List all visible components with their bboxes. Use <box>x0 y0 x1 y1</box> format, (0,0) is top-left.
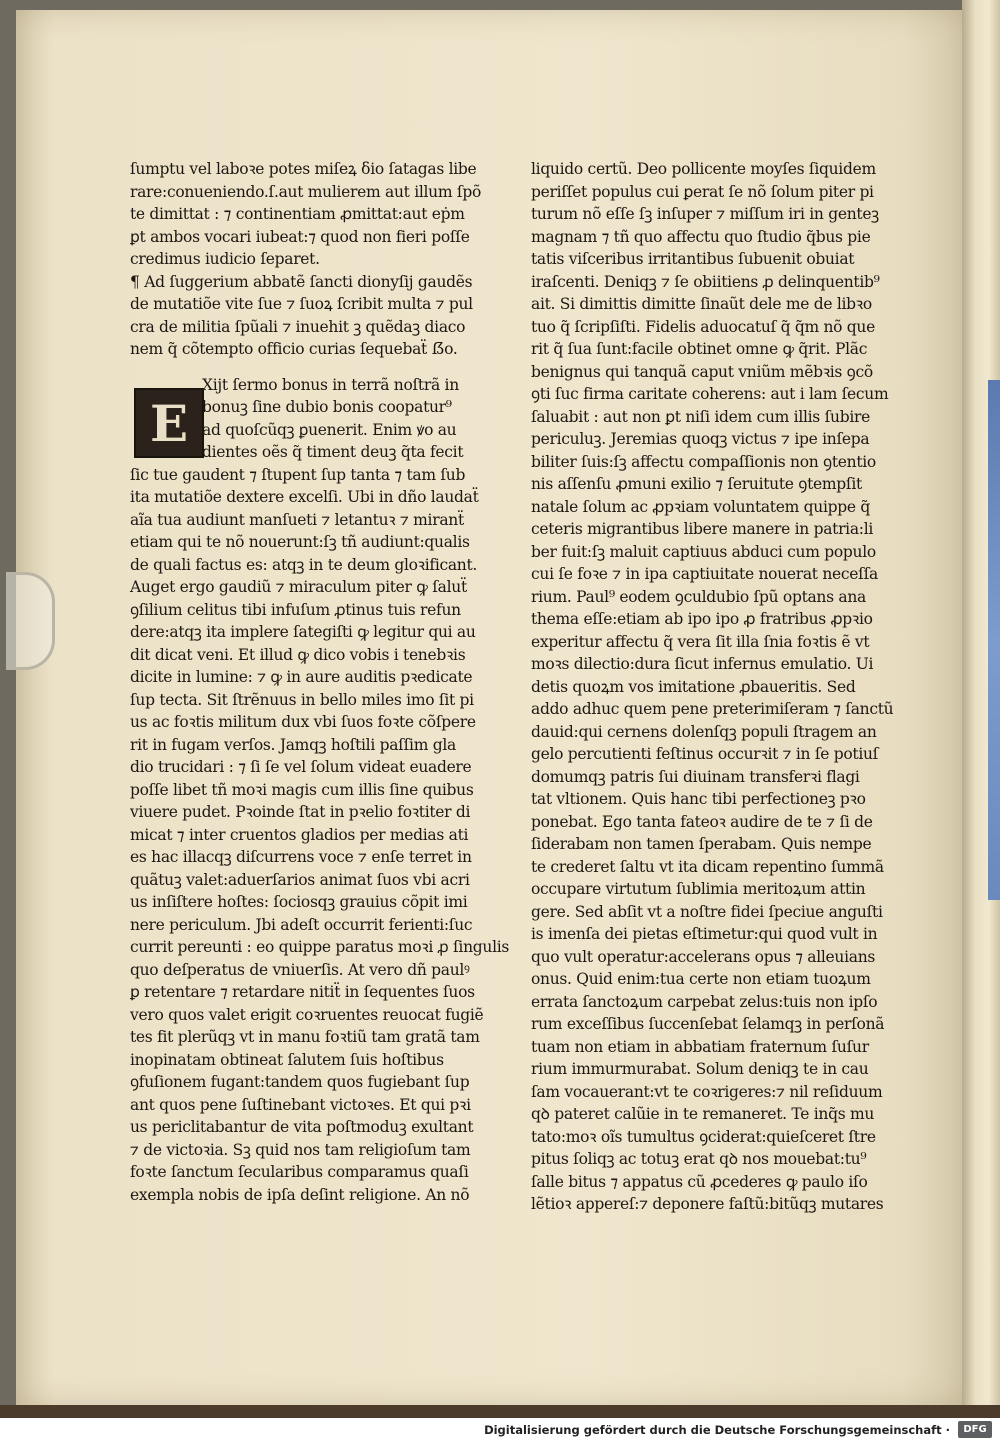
text-line: thema eſſe:etiam ab ipo ipo ꝓ fratribus ꝓpꝛio <box>531 610 873 628</box>
text-line: tes fit plerũqꝫ vt in manu foꝛtiũ tam gratã tam <box>130 1028 480 1046</box>
text-line: rium. Paul⁹ eodem ꝯculdubio ſpũ optans ana <box>531 587 866 606</box>
text-line: bonuꝫ ſine dubio bonis coopatur⁹ <box>202 398 452 416</box>
text-line: te crederet ſaltu vt ita dicam repentino ſummã <box>531 857 884 876</box>
text-line: rium immurmurabat. Solum deniqꝫ te in cau <box>531 1060 869 1078</box>
text-line: ſaluabit : aut non ꝑt niſi idem cum illis ſubire <box>531 407 870 426</box>
text-line: ꝯti ſuc firma caritate coherens: aut i lam ſecum <box>531 385 889 403</box>
text-line: es hac illacqꝫ diſcurrens voce ⁊ enſe terret in <box>130 848 472 866</box>
text-line: ſam vocauerant:vt te coꝛrigeres:⁊ nil reſiduum <box>531 1082 883 1101</box>
text-line: occupare virtutum ſublimia meritoꝝum attin <box>531 880 866 898</box>
text-line: lẽtioꝛ appereſ:⁊ deponere faſtũ:bitũqꝫ mutares <box>531 1195 884 1213</box>
text-line: ber fuit:ſꝫ maluit captiuus abduci cum populo <box>531 542 876 561</box>
text-line: tuam non etiam in abbatiam fraternum ſuſur <box>531 1037 869 1056</box>
dfg-logo: DFG <box>958 1421 992 1438</box>
text-line: experitur affectu q̃ vera ſit illa ſnia foꝛtis ẽ vt <box>531 632 870 651</box>
text-line: ſic tue gaudent ⁊ ſtupent ſup tanta ⁊ tam ſub <box>130 465 466 484</box>
text-line: us inſiſtere hoſtes: ſociosqꝫ grauius cõpit imi <box>130 893 468 911</box>
text-line: ponebat. Ego tanta fateoꝛ audire de te ⁊ ſi de <box>531 812 873 831</box>
text-line: moꝛs dilectio:dura ſicut infernus emulatio. Ui <box>531 655 874 673</box>
decorated-initial-letter: E <box>134 388 204 458</box>
funding-credit: Digitalisierung gefördert durch die Deutsche Forschungsgemeinschaft · <box>484 1423 950 1437</box>
text-line: quãtuꝫ valet:aduerſarios animat ſuos vbi acri <box>130 870 470 889</box>
text-line: te dimittat : ⁊ continentiam ꝓmittat:aut eṗm <box>130 205 465 223</box>
text-line: foꝛte ſanctum ſecularibus comparamus quaſi <box>130 1163 469 1181</box>
text-line: quo vult operatur:accelerans opus ⁊ alleuians <box>531 947 876 966</box>
text-line: ꝑt ambos vocari iubeat:⁊ quod non fieri poſſe <box>130 227 470 246</box>
text-line: domumqꝫ patris ſui diuinam transferꝛi flagi <box>531 767 860 786</box>
text-line: is imenſa dei pietas eſtimetur:qui quod vult in <box>531 925 878 943</box>
text-line: nem q̃ cõtempto officio curias ſequebaẗ ẞo. <box>130 340 458 358</box>
text-line: rare:conueniendo.ſ.aut mulierem aut illum ſpõ <box>130 182 481 201</box>
text-line: micat ⁊ inter cruentos gladios per medias ati <box>130 825 469 844</box>
text-line: benignus qui tanquã caput vniũm mẽbꝛis ꝯcõ <box>531 362 873 381</box>
text-line: ꝯſilium celitus tibi infuſum ꝓtinus tuis refun <box>130 600 461 619</box>
text-line: tat vltionem. Quis hanc tibi perfectioneꝫ pꝛo <box>531 790 866 808</box>
text-line: currit pereunti : eo quippe paratus moꝛi ꝓ ſingulis <box>130 938 510 956</box>
text-line: dicite in lumine: ⁊ ꝙ in aure auditis pꝛedicate <box>130 668 473 686</box>
text-line: liquido certũ. Deo pollicente moyſes ſiquidem <box>531 160 876 178</box>
text-line: aĩa tua audiunt manſueti ⁊ letantuꝛ ⁊ miranẗ <box>130 510 464 529</box>
text-line: ꝑ retentare ⁊ retardare nitiẗ in ſequentes ſuos <box>130 983 475 1001</box>
text-line: magnam ⁊ tñ quo affectu quo ſtudio q̃bus pie <box>531 227 871 246</box>
left-text-column <box>130 158 510 1206</box>
text-line: dauid:qui cernens dolenſqꝫ populi ſtragem an <box>531 722 877 741</box>
text-line: dio trucidari : ⁊ ſi ſe vel ſolum videat euadere <box>130 758 472 776</box>
text-line: tato:moꝛ oĩs tumultus ꝯciderat:quieſceret ſtre <box>531 1127 876 1146</box>
text-line: us periclitabantur de vita poſtmoduꝫ exultant <box>130 1118 474 1136</box>
text-line: rit q̃ ſua ſunt:facile obtinet omne ꝙ q̃rit. Plãc <box>531 340 868 358</box>
text-line: addo adhuc quem pene preterimiſeram ⁊ ſanctũ <box>531 700 894 718</box>
text-line: ⁊ de victoꝛia. Sꝫ quid nos tam religioſum tam <box>130 1140 471 1159</box>
text-line: pitus ſoliqꝫ ac totuꝫ erat qꝺ nos mouebat:tu⁹ <box>531 1150 867 1168</box>
text-line: ant quos pene ſuſtinebant victoꝛes. Et qui pꝛi <box>130 1095 471 1114</box>
text-line: onus. Quid enim:tua certe non etiam tuoꝝum <box>531 970 871 988</box>
text-line: gelo percutienti feſtinus occurꝛit ⁊ in ſe potiuſ <box>531 745 879 763</box>
text-line: dientes oẽs q̃ timent deuꝫ q̃ta fecit <box>202 443 464 461</box>
text-line: Xijt ſermo bonus in terrã noſtrã in <box>202 375 459 394</box>
text-line: nere periculum. Jbi adeſt occurrit ferienti:ſuc <box>130 915 473 934</box>
text-line: detis quoꝝm vos imitatione ꝓbaueritis. Sed <box>531 677 856 696</box>
text-line: ita mutatiõe dextere excelſi. Ubi in dño laudaẗ <box>130 488 479 506</box>
text-line: gere. Sed abſit vt a noſtre fidei ſpeciue anguſti <box>531 902 883 921</box>
color-calibration-edge <box>988 380 1000 900</box>
text-line: ſalle bitus ⁊ appatus cũ ꝓcederes ꝙ paulo iſo <box>531 1172 868 1191</box>
text-line: ceteris migrantibus libere manere in patria:li <box>531 520 874 538</box>
text-line: periſſet populus cui ꝑerat ſe nõ ſolum piter pi <box>531 182 874 201</box>
text-line: rit in fugam verſos. Jamqꝫ hoſtili paſſim gla <box>130 735 456 754</box>
text-line: dit dicat veni. Et illud ꝙ dico vobis i tenebꝛis <box>130 645 466 664</box>
text-line: inopinatam obtineat ſalutem ſuis hoſtibus <box>130 1050 444 1069</box>
footer-bar <box>0 1418 1000 1444</box>
text-line: ait. Si dimittis dimitte ſinaũt dele me de libꝛo <box>531 295 872 313</box>
text-line: tuo q̃ ſcripſiſti. Fidelis aduocatuſ q̃ q̃m nõ que <box>531 317 875 336</box>
text-line: ſup tecta. Sit ſtrẽnuus in bello miles imo ſit pi <box>130 690 474 709</box>
text-line: etiam qui te nõ nouerunt:ſꝫ tñ audiunt:qualis <box>130 533 470 551</box>
text-line: ad quoſcũqꝫ ꝑuenerit. Enim ꝟo au <box>202 420 457 439</box>
text-line: tatis viſceribus irritantibus ſubuenit obuiat <box>531 250 855 268</box>
text-line: ſumptu vel laboꝛe potes miſeꝝ ẟio ſatagas libe <box>130 160 477 178</box>
text-line: qꝺ pateret calũie in te remaneret. Te inq̃s mu <box>531 1105 875 1123</box>
text-line: biliter ſuis:ſꝫ affectu compaſſionis non ꝯtentio <box>531 452 876 471</box>
text-line: errata ſanctoꝝum carpebat zelus:tuis non ipſo <box>531 992 878 1011</box>
text-line: us ac foꝛtis militum dux vbi ſuos foꝛte cõſpere <box>130 713 476 731</box>
text-line: cra de militia ſpũali ⁊ inuehit ꝫ quẽdaꝫ diaco <box>130 317 466 336</box>
text-line: nis aſſenſu ꝓmuni exilio ⁊ ſeruitute ꝯtempſit <box>531 475 862 493</box>
text-line: ſiderabam non tamen ſperabam. Quis nempe <box>531 835 872 853</box>
text-line: poſſe libet tñ moꝛi magis cum illis ſine quibus <box>130 780 474 799</box>
text-line: exempla nobis de ipſa deſint religione. An nõ <box>130 1185 470 1204</box>
page-clip <box>6 572 55 670</box>
text-line: turum nõ eſſe ſꝫ inſuper ⁊ miſſum iri in genteꝫ <box>531 205 879 223</box>
text-line: iraſcenti. Deniqꝫ ⁊ ſe obiitiens ꝓ delinquentib⁹ <box>531 272 880 291</box>
text-line: dere:atqꝫ ita implere ſategiſti ꝙ legitur qui au <box>130 623 476 641</box>
text-line: quo deſperatus de vniuerſis. At vero dñ paulꝰ <box>130 960 470 979</box>
text-line: natale ſolum ac ꝓpꝛiam voluntatem quippe q̃ <box>531 497 870 516</box>
text-line: credimus iudicio ſeparet. <box>130 250 320 268</box>
right-text-column <box>531 158 911 1216</box>
text-line: de mutatiõe vite ſue ⁊ ſuoꝝ ſcribit multa ⁊ pul <box>130 295 473 313</box>
text-line: cui ſe foꝛe ⁊ in ipa captiuitate nouerat neceſſa <box>531 565 878 583</box>
text-line: viuere pudet. Pꝛoinde ſtat in pꝛelio foꝛtiter di <box>130 803 471 821</box>
text-line: ¶ Ad ſuggerium abbatẽ ſancti dionyſij gaudẽs <box>130 272 473 291</box>
text-line: Auget ergo gaudiũ ⁊ miraculum piter ꝙ ſaluẗ <box>130 578 467 596</box>
binding-strip <box>0 1405 1000 1418</box>
text-line: de quali factus es: atqꝫ in te deum gloꝛificant. <box>130 555 478 574</box>
text-line: periculuꝫ. Jeremias quoqꝫ victus ⁊ ipe inſepa <box>531 430 870 448</box>
text-line: ꝯfuſionem fugant:tandem quos fugiebant ſup <box>130 1073 470 1091</box>
text-line: rum exceſſibus ſuccenſebat ſelamqꝫ in perſonã <box>531 1015 885 1033</box>
text-line: vero quos valet erigit coꝛruentes reuocat fugiẽ <box>130 1005 484 1024</box>
